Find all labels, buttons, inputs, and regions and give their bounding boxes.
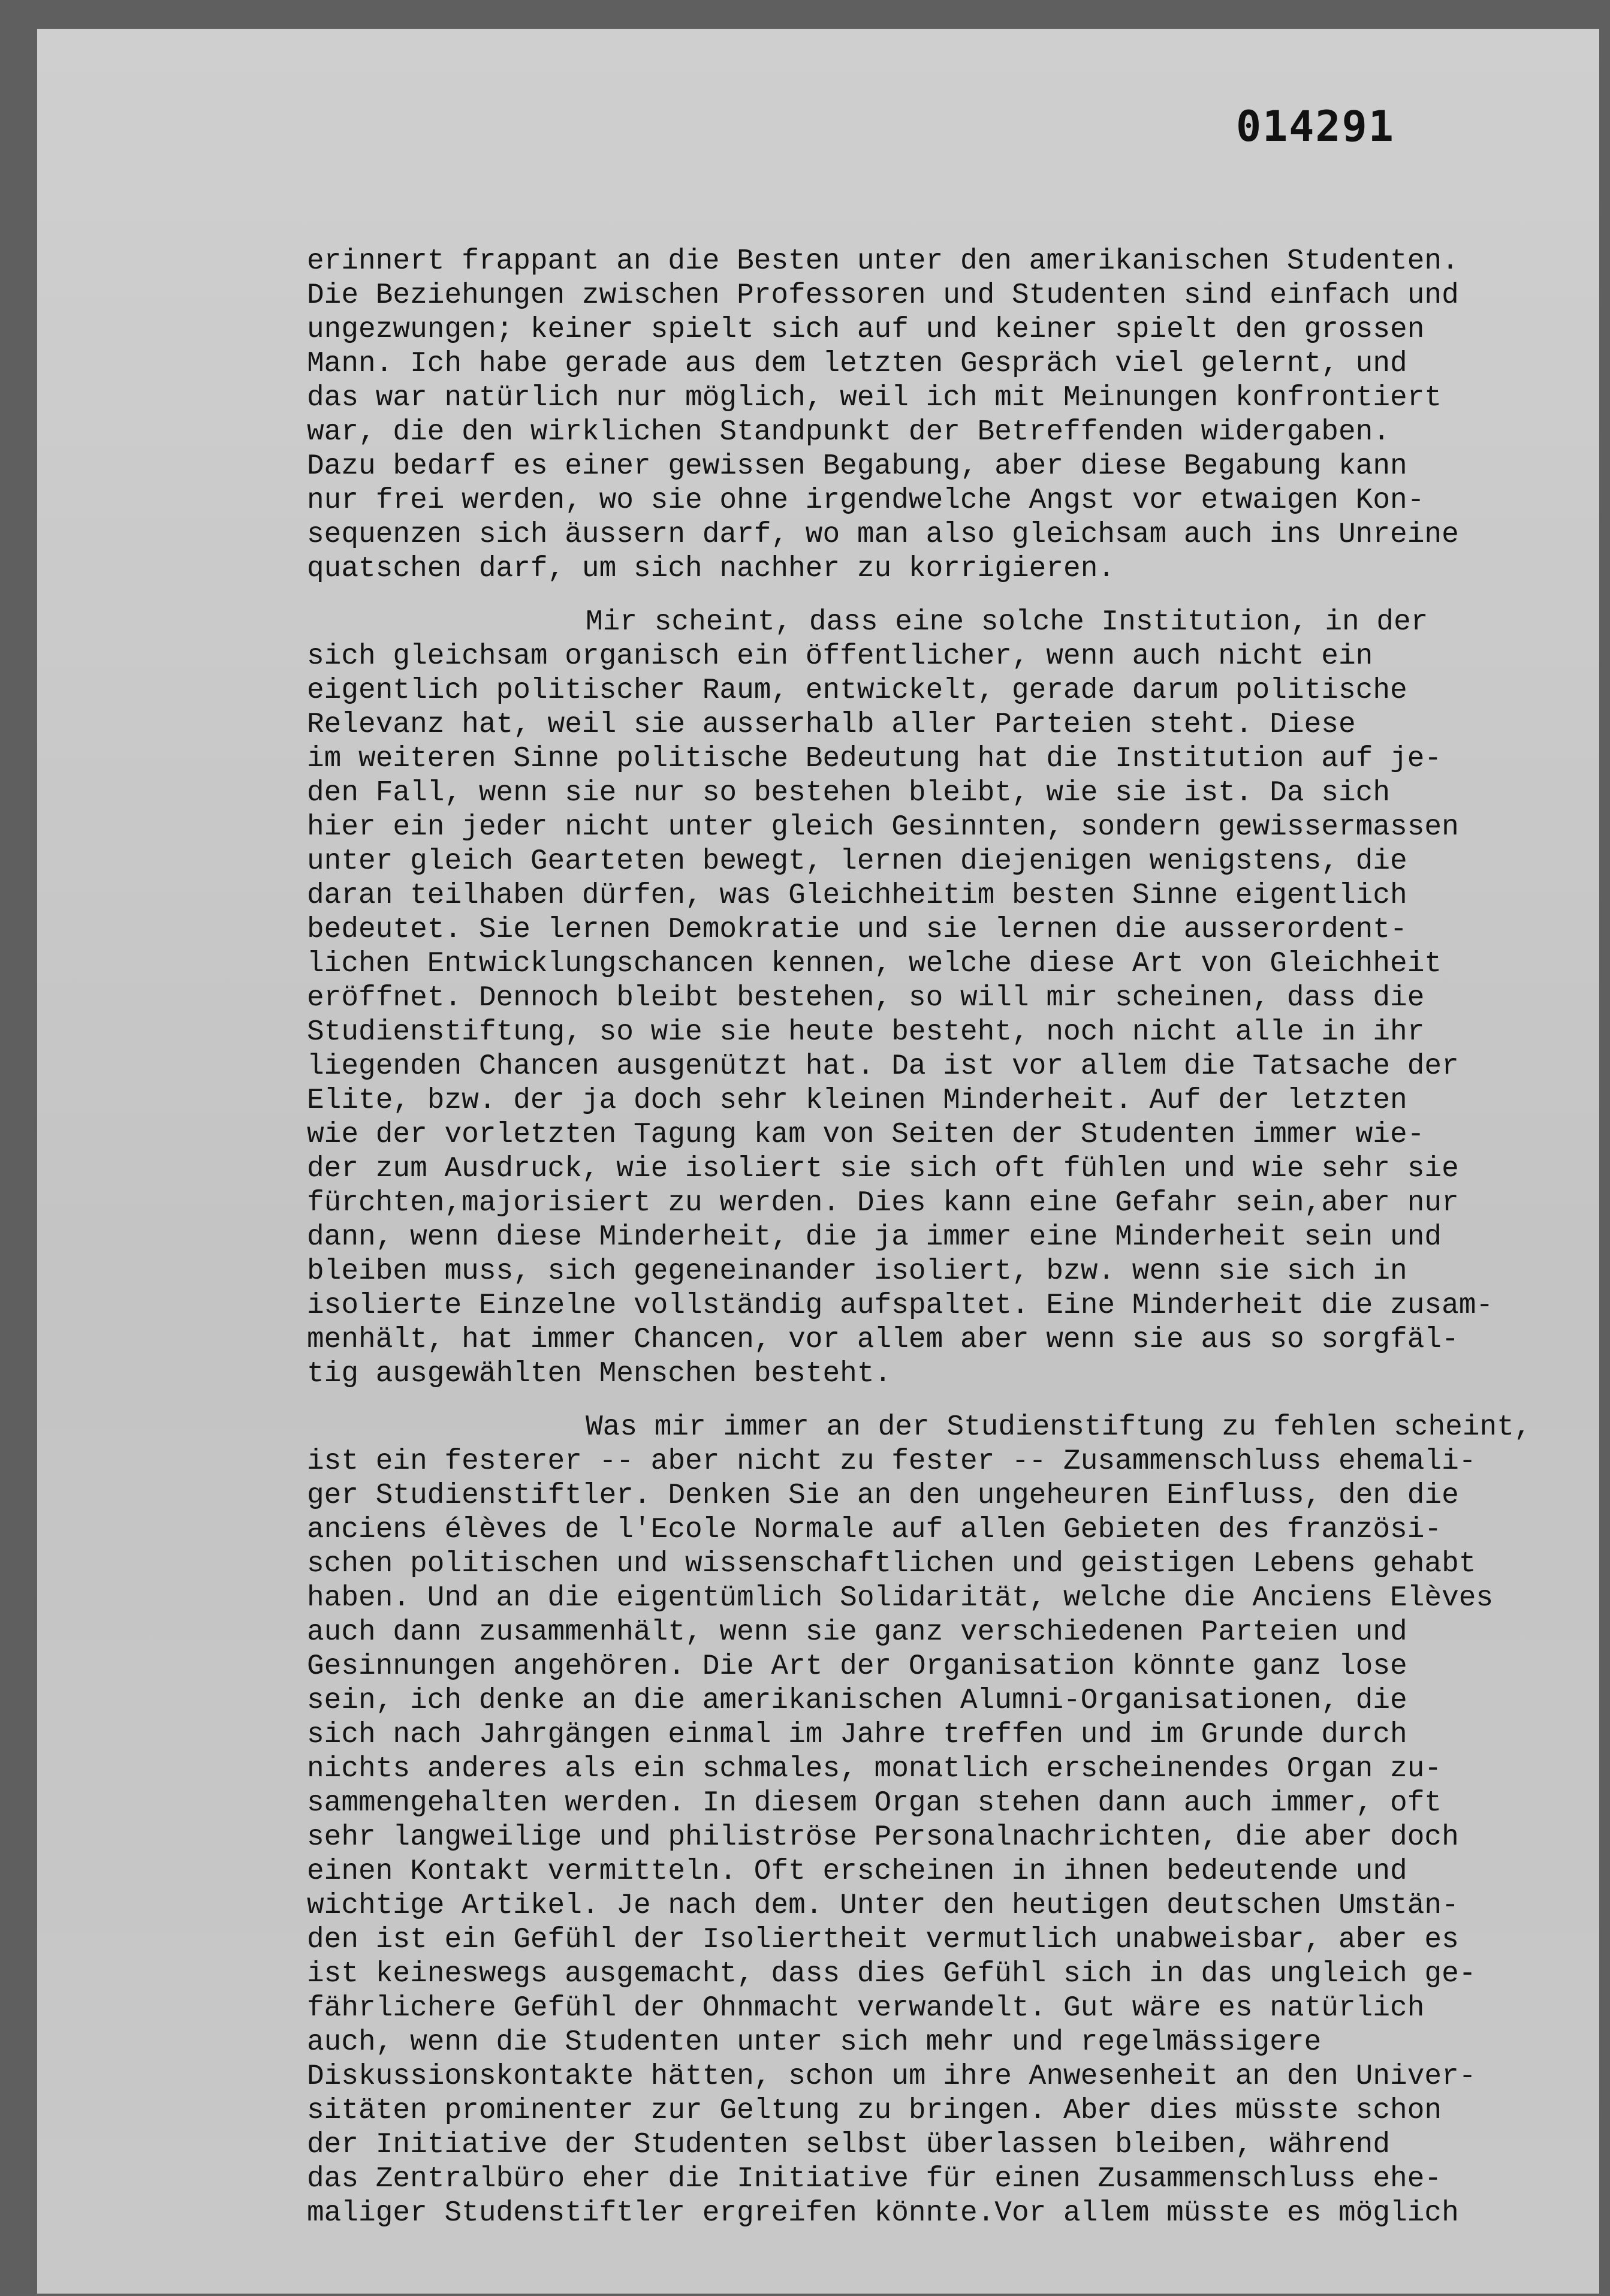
text-line: quatschen darf, um sich nachher zu korrigieren. [307,553,1115,585]
text-line: lichen Entwicklungschancen kennen, welche diese Art von Gleichheit [307,948,1442,980]
body-text [307,245,1610,2231]
text-line: Elite, bzw. der ja doch sehr kleinen Minderheit. Auf der letzten [307,1084,1407,1117]
text-line: Mir scheint, dass eine solche Institution, in der [586,606,1428,638]
text-line: das Zentralbüro eher die Initiative für einen Zusammenschluss ehe- [307,2163,1442,2195]
text-line: sequenzen sich äussern darf, wo man also gleichsam auch ins Unreine [307,519,1459,551]
text-line: im weiteren Sinne politische Bedeutung hat die Institution auf je- [307,743,1442,775]
text-line: einen Kontakt vermitteln. Oft erscheinen in ihnen bedeutende und [307,1855,1407,1888]
text-line: unter gleich Gearteten bewegt, lernen diejenigen wenigstens, die [307,845,1407,878]
text-line: nur frei werden, wo sie ohne irgendwelche Angst vor etwaigen Kon- [307,484,1425,517]
text-line: Gesinnungen angehören. Die Art der Organisation könnte ganz lose [307,1650,1407,1683]
text-line: Die Beziehungen zwischen Professoren und Studenten sind einfach und [307,279,1459,312]
text-line: eröffnet. Dennoch bleibt bestehen, so will mir scheinen, dass die [307,982,1425,1014]
text-line: den Fall, wenn sie nur so bestehen bleibt, wie sie ist. Da sich [307,777,1391,809]
text-line: sich nach Jahrgängen einmal im Jahre treffen und im Grunde durch [307,1719,1407,1751]
text-line: dann, wenn diese Minderheit, die ja immer eine Minderheit sein und [307,1221,1442,1254]
text-line: bleiben muss, sich gegeneinander isoliert, bzw. wenn sie sich in [307,1255,1407,1288]
text-line: wie der vorletzten Tagung kam von Seiten der Studenten immer wie- [307,1119,1425,1151]
text-line: menhält, hat immer Chancen, vor allem aber wenn sie aus so sorgfäl- [307,1324,1459,1356]
text-line: liegenden Chancen ausgenützt hat. Da ist vor allem die Tatsache der [307,1050,1459,1083]
text-line: schen politischen und wissenschaftlichen und geistigen Lebens gehabt [307,1548,1476,1580]
text-line: sich gleichsam organisch ein öffentlicher, wenn auch nicht ein [307,640,1373,673]
text-line: den ist ein Gefühl der Isoliertheit vermutlich unabweisbar, aber es [307,1924,1459,1956]
text-line: wichtige Artikel. Je nach dem. Unter den heutigen deutschen Umstän- [307,1890,1459,1922]
text-line: war, die den wirklichen Standpunkt der Betreffenden widergaben. [307,416,1391,448]
text-line: Studienstiftung, so wie sie heute besteht, noch nicht alle in ihr [307,1016,1425,1048]
paragraph-2 [307,605,1610,1391]
text-line: tig ausgewählten Menschen besteht. [307,1358,892,1390]
text-line: ist ein festerer -- aber nicht zu fester -- Zusammenschluss ehemali- [307,1445,1476,1478]
text-line: eigentlich politischer Raum, entwickelt, gerade darum politische [307,674,1407,707]
text-line: bedeutet. Sie lernen Demokratie und sie lernen die ausserordent- [307,914,1407,946]
text-line: der Initiative der Studenten selbst überlassen bleiben, während [307,2129,1391,2161]
text-line: fährlichere Gefühl der Ohnmacht verwandelt. Gut wäre es natürlich [307,1992,1425,2024]
text-line: sitäten prominenter zur Geltung zu bringen. Aber dies müsste schon [307,2095,1442,2127]
text-line: nichts anderes als ein schmales, monatlich erscheinendes Organ zu- [307,1753,1442,1785]
paragraph-3 [307,1411,1610,2231]
text-line: isolierte Einzelne vollständig aufspaltet. Eine Minderheit die zusam- [307,1289,1494,1322]
page-number: 014291 [1236,102,1395,151]
text-line: Was mir immer an der Studienstiftung zu fehlen scheint, [586,1411,1531,1444]
text-line: auch dann zusammenhält, wenn sie ganz verschiedenen Parteien und [307,1616,1407,1649]
text-line: der zum Ausdruck, wie isoliert sie sich oft fühlen und wie sehr sie [307,1153,1459,1185]
text-line: ger Studienstiftler. Denken Sie an den ungeheuren Einfluss, den die [307,1480,1459,1512]
text-line: hier ein jeder nicht unter gleich Gesinnten, sondern gewissermassen [307,811,1459,843]
text-line: haben. Und an die eigentümlich Solidarität, welche die Anciens Elèves [307,1582,1494,1614]
text-line: auch, wenn die Studenten unter sich mehr und regelmässigere [307,2026,1322,2059]
text-line: sein, ich denke an die amerikanischen Alumni-Organisationen, die [307,1685,1407,1717]
text-line: Mann. Ich habe gerade aus dem letzten Gespräch viel gelernt, und [307,348,1407,380]
text-line: ist keineswegs ausgemacht, dass dies Gefühl sich in das ungleich ge- [307,1958,1476,1990]
text-line: daran teilhaben dürfen, was Gleichheitim besten Sinne eigentlich [307,879,1407,912]
paragraph-1 [307,245,1610,586]
text-line: sehr langweilige und philiströse Personalnachrichten, die aber doch [307,1821,1459,1854]
text-line: Dazu bedarf es einer gewissen Begabung, aber diese Begabung kann [307,450,1407,483]
text-line: sammengehalten werden. In diesem Organ stehen dann auch immer, oft [307,1787,1442,1819]
document-page [37,29,1599,2294]
text-line: Diskussionskontakte hätten, schon um ihre Anwesenheit an den Univer- [307,2060,1476,2093]
text-line: das war natürlich nur möglich, weil ich mit Meinungen konfrontiert [307,382,1442,414]
text-line: anciens élèves de l'Ecole Normale auf allen Gebieten des französi- [307,1514,1442,1546]
text-line: fürchten,majorisiert zu werden. Dies kann eine Gefahr sein,aber nur [307,1187,1459,1219]
text-line: maliger Studenstiftler ergreifen könnte.Vor allem müsste es möglich [307,2197,1459,2229]
text-line: Relevanz hat, weil sie ausserhalb aller Parteien steht. Diese [307,709,1356,741]
text-line: ungezwungen; keiner spielt sich auf und keiner spielt den grossen [307,314,1425,346]
text-line: erinnert frappant an die Besten unter den amerikanischen Studenten. [307,245,1459,278]
